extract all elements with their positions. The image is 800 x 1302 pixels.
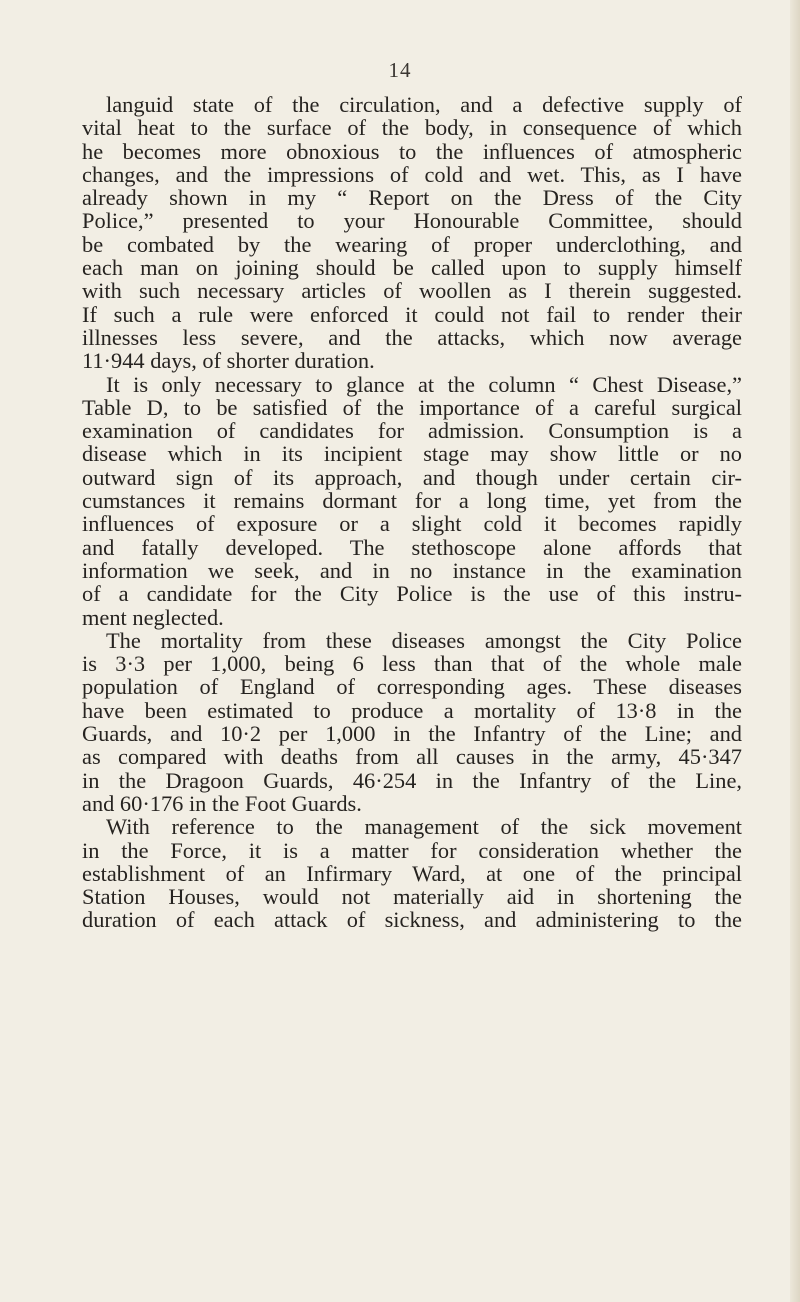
text-line: and fatally developed. The stethoscope alone affords that <box>82 534 742 560</box>
text-line: Station Houses, would not materially aid in shortening the <box>82 884 742 910</box>
text-line: With reference to the management of the sick movement <box>106 814 742 840</box>
text-line: and 60·176 in the Foot Guards. <box>82 790 362 816</box>
text-line: influences of exposure or a slight cold it becomes rapidly <box>82 511 742 537</box>
text-line: population of England of corresponding ages. These diseases <box>82 674 742 700</box>
text-line: each man on joining should be called upon to supply himself <box>82 255 742 281</box>
text-line: as compared with deaths from all causes in the army, 45·347 <box>82 744 742 770</box>
page-number: 14 <box>388 58 412 82</box>
text-line: If such a rule were enforced it could not fail to render their <box>82 301 742 327</box>
paragraph <box>82 629 742 815</box>
text-line: Table D, to be satisfied of the importance of a careful surgical <box>82 394 742 420</box>
text-line: Police,” presented to your Honourable Committee, should <box>82 208 742 234</box>
text-line: It is only necessary to glance at the column “ Chest Disease,” <box>106 371 742 397</box>
text-line: cumstances it remains dormant for a long time, yet from the <box>82 488 742 514</box>
text-line: The mortality from these diseases amongst the City Police <box>106 627 742 653</box>
text-line: disease which in its incipient stage may show little or no <box>82 441 742 467</box>
text-line: vital heat to the surface of the body, in consequence of which <box>82 115 742 141</box>
text-line: have been estimated to produce a mortality of 13·8 in the <box>82 697 742 723</box>
text-line: ment neglected. <box>82 604 224 630</box>
paragraph <box>82 93 742 373</box>
document-body <box>82 93 742 932</box>
text-line: he becomes more obnoxious to the influences of atmospheric <box>82 138 742 164</box>
text-line: languid state of the circulation, and a defective supply of <box>106 92 742 117</box>
text-line: in the Force, it is a matter for consideration whether the <box>82 837 742 863</box>
text-line: examination of candidates for admission. Consumption is a <box>82 418 742 444</box>
text-line: establishment of an Infirmary Ward, at one of the principal <box>82 860 742 886</box>
paragraph <box>82 373 742 629</box>
text-line: information we seek, and in no instance in the examination <box>82 557 742 583</box>
text-line: changes, and the impressions of cold and wet. This, as I have <box>82 161 742 187</box>
text-line: of a candidate for the City Police is the use of this instru- <box>82 581 742 607</box>
text-line: illnesses less severe, and the attacks, which now average <box>82 324 742 350</box>
text-line: duration of each attack of sickness, and administering to the <box>82 907 742 933</box>
text-line: in the Dragoon Guards, 46·254 in the Infantry of the Line, <box>82 767 742 793</box>
text-line: is 3·3 per 1,000, being 6 less than that of the whole male <box>82 651 742 677</box>
paragraph <box>82 815 742 931</box>
text-line: outward sign of its approach, and though under certain cir- <box>82 464 742 490</box>
text-line: already shown in my “ Report on the Dress of the City <box>82 185 742 211</box>
text-line: with such necessary articles of woollen as I therein suggested. <box>82 278 742 304</box>
page-edge <box>790 0 800 1302</box>
text-line: 11·944 days, of shorter duration. <box>82 348 375 374</box>
text-line: be combated by the wearing of proper underclothing, and <box>82 231 742 257</box>
text-line: Guards, and 10·2 per 1,000 in the Infantry of the Line; and <box>82 721 742 747</box>
